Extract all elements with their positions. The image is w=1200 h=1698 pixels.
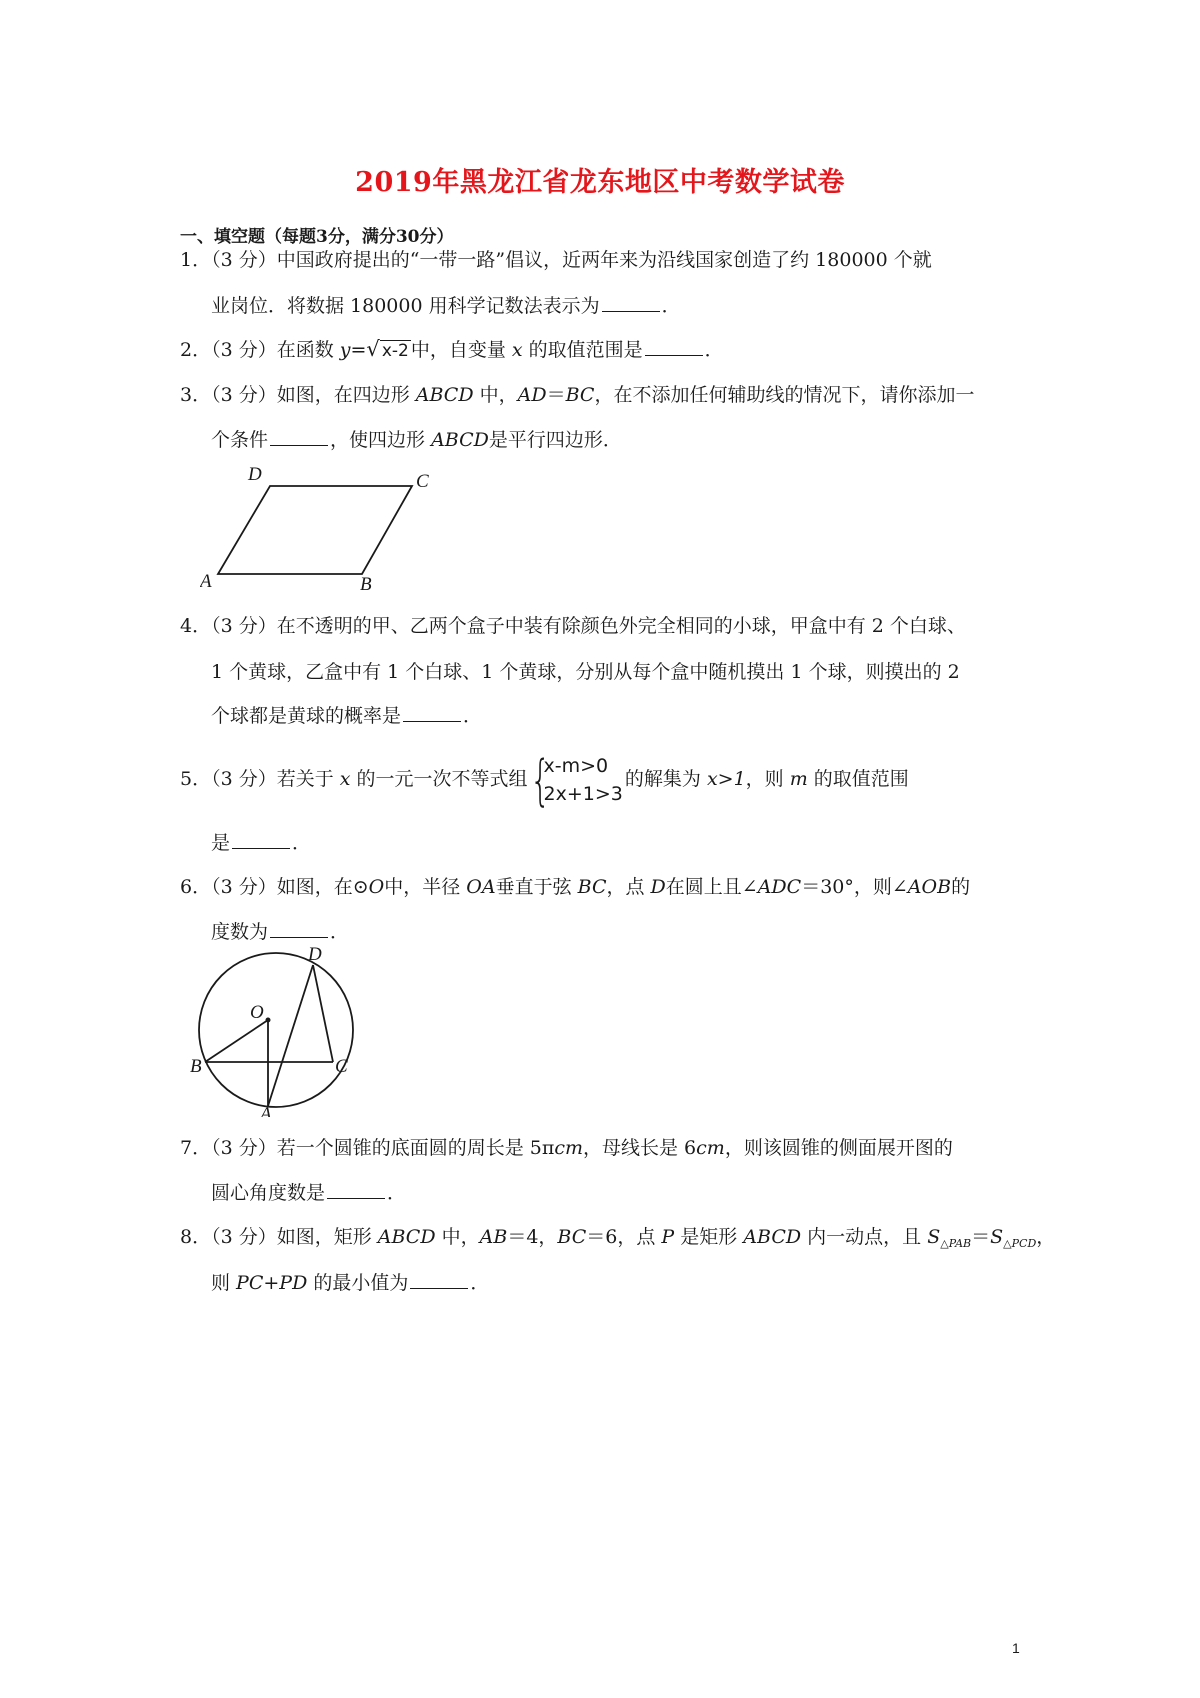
q8-line2: [211, 1268, 489, 1295]
q2-equals: =: [350, 339, 367, 361]
q6-d: ，点: [606, 876, 651, 898]
q6-o: O: [368, 876, 385, 898]
q7-answer-blank: [327, 1197, 385, 1199]
q8-abcd-2: ABCD: [743, 1226, 802, 1248]
q4-text: 个球都是黄球的概率是: [211, 705, 402, 727]
label-A: A: [200, 571, 212, 592]
q6-oa: OA: [466, 876, 496, 898]
label-A: A: [260, 1104, 272, 1117]
q8-s2: S: [990, 1226, 1004, 1248]
q7-text: 圆心角度数是: [211, 1182, 326, 1204]
q5-post-a: 的解集为: [624, 768, 707, 790]
q8-e: 是矩形: [674, 1226, 744, 1248]
q5-line2: [211, 828, 311, 855]
q8-sub1: △PAB: [940, 1237, 972, 1250]
q5-inequality-system: [529, 749, 623, 812]
q5-line1: [180, 749, 909, 812]
q8-f: 内一动点，且: [801, 1226, 928, 1248]
q8-b: 中，: [435, 1226, 480, 1248]
q3-text-f: 是平行四边形．: [488, 429, 622, 451]
q6-period: ．: [330, 921, 350, 943]
circle-shape: [199, 953, 353, 1107]
q6-adc: ADC: [757, 876, 802, 898]
label-D: D: [308, 944, 322, 965]
q5-ineq-2: 2x+1>3: [543, 783, 623, 805]
segment-OB: [205, 1020, 268, 1062]
brace-icon: {: [529, 749, 551, 812]
q2-period: ．: [704, 339, 724, 361]
q8-ab: AB: [479, 1226, 508, 1248]
q8-abcd: ABCD: [377, 1226, 436, 1248]
q1-line2: [211, 291, 681, 318]
q8-line1: [180, 1222, 1055, 1250]
q2-sqrt: [366, 337, 410, 361]
q3-bc: BC: [565, 384, 595, 406]
q5-var-m: m: [789, 768, 808, 790]
q6-point-d: D: [650, 876, 666, 898]
q2-mid: 中，自变量: [410, 339, 512, 361]
q1-answer-blank: [602, 310, 660, 312]
q8-h: 则: [211, 1272, 237, 1294]
q7-line1: [180, 1133, 953, 1160]
q7-a: 7．（3 分）若一个圆锥的底面圆的周长是 5π: [180, 1137, 555, 1159]
q3-answer-blank: [270, 444, 328, 446]
q8-pcpd: PC+PD: [236, 1272, 308, 1294]
q8-eq: ＝: [971, 1226, 991, 1248]
q6-a: 6．（3 分）如图，在⊙: [180, 876, 369, 898]
q3-abcd-2: ABCD: [431, 429, 489, 451]
q7-c: ，则该圆锥的侧面展开图的: [724, 1137, 953, 1159]
q8-period: ．: [470, 1272, 490, 1294]
q3-text-e: ，使四边形: [330, 429, 432, 451]
q4-line3: [211, 701, 482, 728]
q2-pre: 2．（3 分）在函数: [180, 339, 340, 361]
q7-period: ．: [387, 1182, 407, 1204]
label-O: O: [250, 1002, 264, 1023]
section-heading: 一、填空题（每题3分，满分30分）: [180, 227, 454, 247]
q3-line2: [211, 425, 622, 452]
sqrt-sign-icon: √: [366, 337, 380, 361]
q2-var-y: y: [339, 339, 351, 361]
q6-bc: BC: [577, 876, 607, 898]
q8-bc: BC: [557, 1226, 587, 1248]
q1-period: ．: [661, 295, 681, 317]
q4-answer-blank: [403, 720, 461, 722]
q5-answer-blank: [232, 847, 290, 849]
q4-line2: 1 个黄球，乙盒中有 1 个白球、1 个黄球，分别从每个盒中随机摸出 1 个球，则摸出的 2: [211, 661, 960, 683]
q5-post-c: 的取值范围: [807, 768, 909, 790]
q5-text: 是: [211, 832, 231, 854]
q6-aob: AOB: [907, 876, 952, 898]
q7-cm-2: cm: [696, 1137, 725, 1159]
q3-parallelogram-figure: [200, 462, 440, 601]
label-D: D: [248, 464, 262, 485]
q3-line1: [180, 380, 974, 407]
q5-cond: x>1: [706, 768, 746, 790]
q4-period: ．: [463, 705, 483, 727]
q1-line1: 1．（3 分）中国政府提出的“一带一路”倡议，近两年来为沿线国家创造了约 180000 个就: [180, 249, 932, 271]
q3-text-d: 个条件: [211, 429, 269, 451]
q5-post-b: ，则: [745, 768, 790, 790]
center-dot: [266, 1018, 271, 1023]
q8-a: 8．（3 分）如图，矩形: [180, 1226, 378, 1248]
parallelogram-shape: [218, 486, 412, 574]
q3-text-a: 3．（3 分）如图，在四边形: [180, 384, 416, 406]
page-number: 1: [1012, 1640, 1020, 1656]
q1-text: 业岗位．将数据 180000 用科学记数法表示为: [211, 295, 600, 317]
q3-text-b: 中，: [473, 384, 518, 406]
q3-ad: AD: [517, 384, 547, 406]
q2-answer-blank: [645, 354, 703, 356]
q2-post: 的取值范围是: [522, 339, 643, 361]
q8-c: ＝4，: [507, 1226, 558, 1248]
q8-d: ＝6，点: [586, 1226, 662, 1248]
q7-b: ，母线长是 6: [583, 1137, 697, 1159]
q5-var-x: x: [339, 768, 351, 790]
q7-cm-1: cm: [554, 1137, 584, 1159]
q5-pre: 5．（3 分）若关于: [180, 768, 340, 790]
q3-eq: ＝: [546, 384, 566, 406]
label-C: C: [416, 471, 429, 492]
q2-radicand: x-2: [381, 341, 409, 361]
q6-b: 中，半径: [384, 876, 467, 898]
q2-line: [180, 335, 724, 362]
q5-mid: 的一元一次不等式组: [350, 768, 528, 790]
page-title: 2019年黑龙江省龙东地区中考数学试卷: [355, 167, 845, 198]
q8-s1: S: [927, 1226, 941, 1248]
label-B: B: [360, 574, 372, 595]
label-C: C: [335, 1056, 348, 1077]
segment-DC: [313, 965, 333, 1062]
q8-sub2: △PCD: [1003, 1237, 1037, 1250]
segment-AD: [268, 965, 313, 1106]
q4-line1: 4．（3 分）在不透明的甲、乙两个盒子中装有除颜色外完全相同的小球，甲盒中有 2 个白球、: [180, 615, 966, 637]
q5-period: ．: [292, 832, 312, 854]
q8-answer-blank: [410, 1287, 468, 1289]
q6-c: 垂直于弦: [495, 876, 578, 898]
label-B: B: [190, 1056, 202, 1077]
q8-i: 的最小值为: [307, 1272, 409, 1294]
q8-g: ，: [1036, 1226, 1056, 1248]
q5-ineq-1: x-m>0: [543, 755, 609, 777]
q6-line1: [180, 872, 970, 899]
q6-answer-blank: [270, 936, 328, 938]
q6-g: 的: [951, 876, 971, 898]
q6-text: 度数为: [211, 921, 269, 943]
q6-circle-figure: [190, 942, 365, 1121]
q2-var-x: x: [511, 339, 523, 361]
q6-f: ＝30°，则∠: [801, 876, 908, 898]
q6-e: 在圆上且∠: [665, 876, 758, 898]
q3-abcd: ABCD: [415, 384, 474, 406]
q7-line2: [211, 1178, 406, 1205]
q8-p: P: [661, 1226, 675, 1248]
q3-text-c: ，在不添加任何辅助线的情况下，请你添加一: [594, 384, 975, 406]
q6-line2: [211, 917, 349, 944]
